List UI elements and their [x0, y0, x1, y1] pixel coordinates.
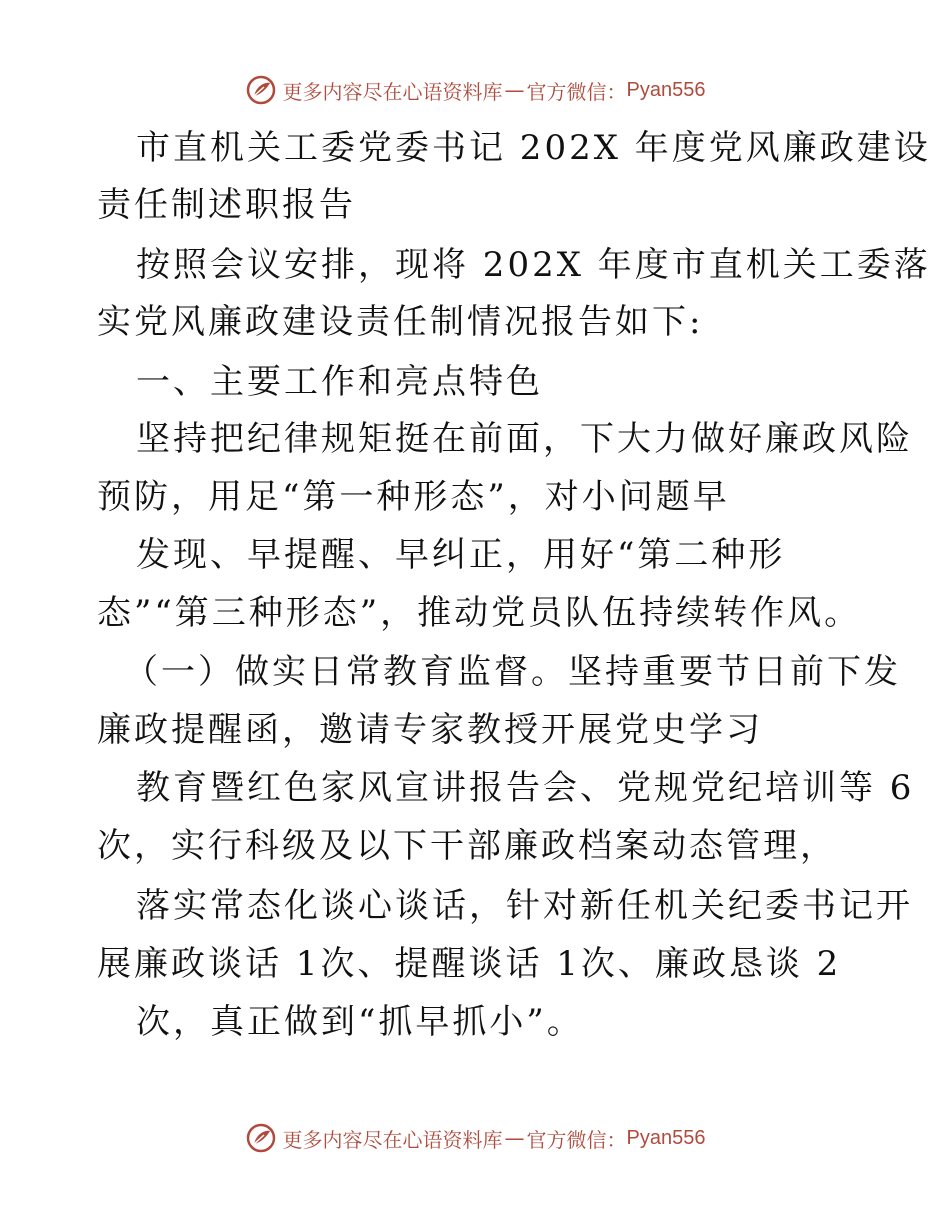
watermark-banner-bottom [0, 1118, 950, 1158]
leaf-logo-icon [245, 1122, 277, 1154]
watermark-wechat-label: 官方微信： [526, 1127, 627, 1152]
watermark-dash: — [504, 1126, 525, 1150]
paragraph-line: 态”“第三种形态”，推动党员队伍持续转作风。 [97, 593, 862, 633]
paragraph-line: 按照会议安排，现将 202X 年度市直机关工委落 [136, 245, 931, 285]
paragraph-line: 发现、早提醒、早纠正，用好“第二种形 [136, 535, 786, 575]
watermark-wechat-id: Pyan556 [626, 78, 706, 101]
paragraph-line: 坚持把纪律规矩挺在前面，下大力做好廉政风险 [136, 419, 913, 459]
watermark-text: 更多内容尽在心语资料库 [282, 79, 503, 104]
subsection-heading: （一）做实日常教育监督。坚持重要节日前下发 [124, 652, 901, 692]
paragraph-line: 次，真正做到“抓早抓小”。 [136, 1002, 584, 1042]
title-line-1: 市直机关工委党委书记 202X 年度党风廉政建设 [136, 128, 931, 168]
paragraph-line: 廉政提醒函，邀请专家教授开展党史学习 [97, 710, 763, 750]
paragraph-line: 实党风廉政建设责任制情况报告如下: [97, 302, 704, 342]
watermark-banner-top [0, 70, 950, 110]
paragraph-line: 次，实行科级及以下干部廉政档案动态管理， [97, 826, 837, 866]
watermark-wechat-label: 官方微信： [526, 79, 627, 104]
paragraph-line: 落实常态化谈心谈话，针对新任机关纪委书记开 [136, 886, 913, 926]
watermark-wechat-id: Pyan556 [626, 1126, 706, 1149]
leaf-logo-icon [245, 74, 277, 106]
paragraph-line: 预防，用足“第一种形态”，对小问题早 [97, 477, 730, 517]
section-heading: 一、主要工作和亮点特色 [136, 362, 543, 402]
title-line-2: 责任制述职报告 [97, 185, 356, 225]
watermark-dash: — [504, 78, 525, 102]
paragraph-line: 教育暨红色家风宣讲报告会、党规党纪培训等 6 [136, 768, 915, 808]
watermark-text: 更多内容尽在心语资料库 [282, 1127, 503, 1152]
paragraph-line: 展廉政谈话 1次、提醒谈话 1次、廉政恳谈 2 [97, 944, 842, 984]
